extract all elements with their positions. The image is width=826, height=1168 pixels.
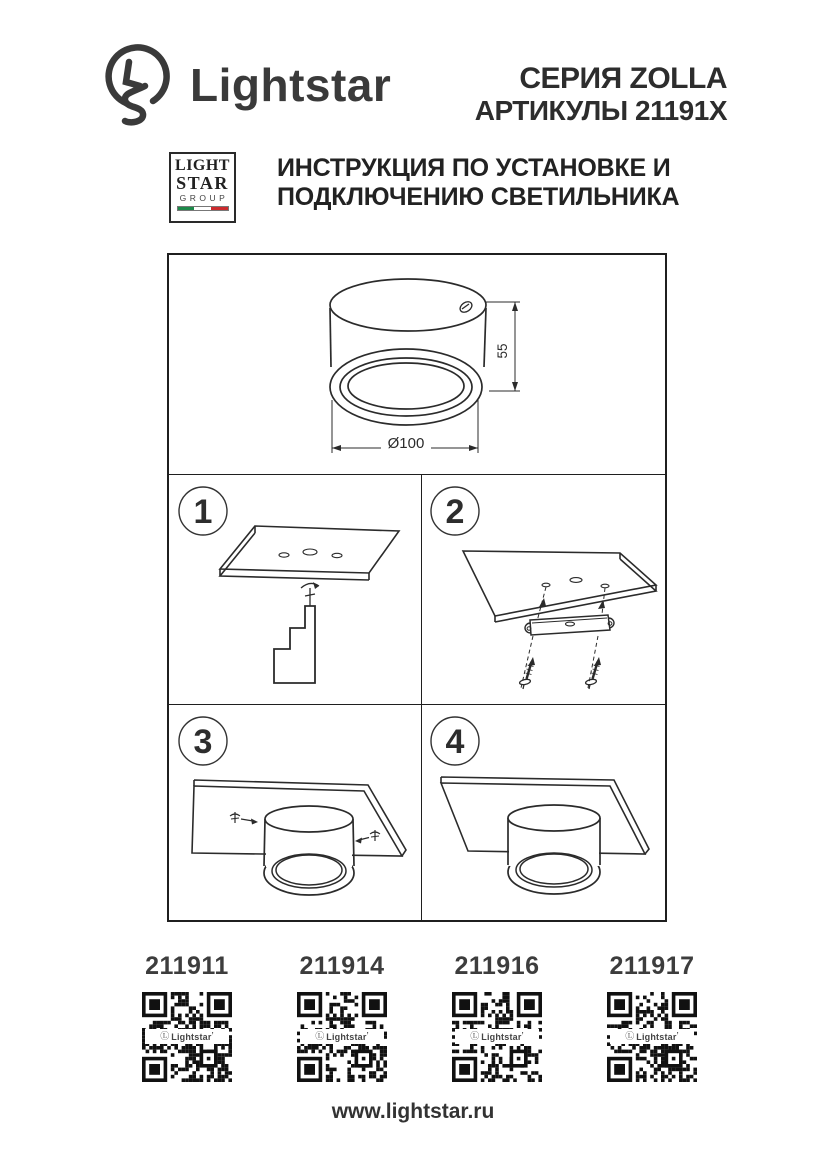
qr-brand-caption: Lightstar ’: [481, 1032, 523, 1042]
step-number: 3: [193, 723, 213, 761]
screw-icon-right: [585, 657, 601, 689]
cylinder-top: [330, 279, 486, 331]
series-title: СЕРИЯ ZOLLA: [519, 62, 727, 95]
flag-red: [211, 207, 228, 210]
diameter-dimension-label: Ø100: [387, 435, 425, 452]
height-dimension-label: 55: [495, 343, 510, 359]
qr-logo-band: [300, 1029, 384, 1044]
flag-green: [178, 207, 195, 210]
technical-drawing: [169, 255, 665, 474]
frame-divider-horizontal-2: [169, 704, 665, 705]
qr-logo-band: [145, 1029, 229, 1044]
qr-item: [592, 953, 712, 1082]
bulb-letter-l: [126, 62, 140, 86]
qr-brand-caption: Lightstar ’: [636, 1032, 678, 1042]
qr-code: [297, 992, 387, 1082]
instruction-title-line1: ИНСТРУКЦИЯ ПО УСТАНОВКЕ И: [277, 154, 671, 182]
lightstar-bulb-icon: [97, 42, 181, 134]
screw-rotation-icon: [301, 582, 319, 606]
qr-item: [282, 953, 402, 1082]
arrow-up-left: [539, 598, 546, 607]
frame-divider-horizontal-1: [169, 474, 665, 475]
fixture-cylinder-drawing: [508, 805, 600, 894]
header-right-block: [475, 62, 727, 127]
lightstar-bulb-mini-icon: Ⓛ: [470, 1031, 480, 1041]
lightstar-bulb-mini-icon: Ⓛ: [625, 1031, 635, 1041]
qr-code: [607, 992, 697, 1082]
italian-flag-bar: [177, 206, 229, 211]
bulb-filament-s: [125, 86, 145, 122]
qr-brand-caption: Lightstar ’: [171, 1032, 213, 1042]
screw-icon-left: [230, 812, 258, 825]
group-logo-star: STAR: [176, 173, 229, 193]
lightstar-bulb-mini-icon: Ⓛ: [315, 1031, 325, 1041]
ceiling-plate-drawing: [220, 526, 399, 580]
screw-icon-right: [355, 830, 380, 844]
step-number: 2: [445, 493, 465, 531]
footer-website: www.lightstar.ru: [331, 1100, 495, 1123]
qr-article-label: 211916: [454, 952, 540, 980]
screw-hole-icon: [458, 300, 474, 315]
group-logo-group: GROUP: [179, 193, 229, 203]
qr-row: [127, 953, 712, 1082]
step-panel-2: [423, 476, 667, 704]
qr-code: [142, 992, 232, 1082]
brand-wordmark: Lightstar: [190, 59, 392, 111]
ceiling-plate-drawing: [463, 551, 656, 622]
qr-item: [127, 953, 247, 1082]
step-panel-4: [423, 706, 667, 922]
cylinder-lens: [348, 363, 464, 409]
qr-article-label: 211914: [299, 952, 385, 980]
lightstar-bulb-mini-icon: Ⓛ: [160, 1031, 170, 1041]
step-number: 1: [193, 493, 213, 531]
qr-article-label: 211911: [145, 952, 229, 980]
qr-brand-caption: Lightstar ’: [326, 1032, 368, 1042]
frame-divider-vertical: [421, 474, 422, 920]
instruction-title-line2: ПОДКЛЮЧЕНИЮ СВЕТИЛЬНИКА: [277, 182, 680, 211]
step-number: 4: [445, 723, 465, 761]
cylinder-rim-middle: [340, 358, 472, 416]
qr-logo-band: [610, 1029, 694, 1044]
articles-line: АРТИКУЛЫ 21191X: [474, 95, 727, 126]
instruction-title: [277, 154, 679, 211]
qr-item: [437, 953, 557, 1082]
screw-icon-left: [519, 657, 535, 689]
qr-code: [452, 992, 542, 1082]
fixture-cylinder-drawing: [264, 806, 354, 895]
cylinder-rim-outer: [330, 349, 482, 425]
qr-article-label: 211917: [609, 952, 695, 980]
bulb-outline: [109, 47, 167, 103]
qr-logo-band: [455, 1029, 539, 1044]
stepped-drill-drawing: [274, 606, 315, 683]
step-panel-3: [169, 706, 421, 922]
step-panel-1: [169, 476, 421, 704]
group-logo-light: LIGHT: [175, 157, 230, 174]
flag-white: [194, 207, 211, 210]
diagram-frame: [167, 253, 667, 922]
lightstar-group-logo: [169, 152, 236, 223]
